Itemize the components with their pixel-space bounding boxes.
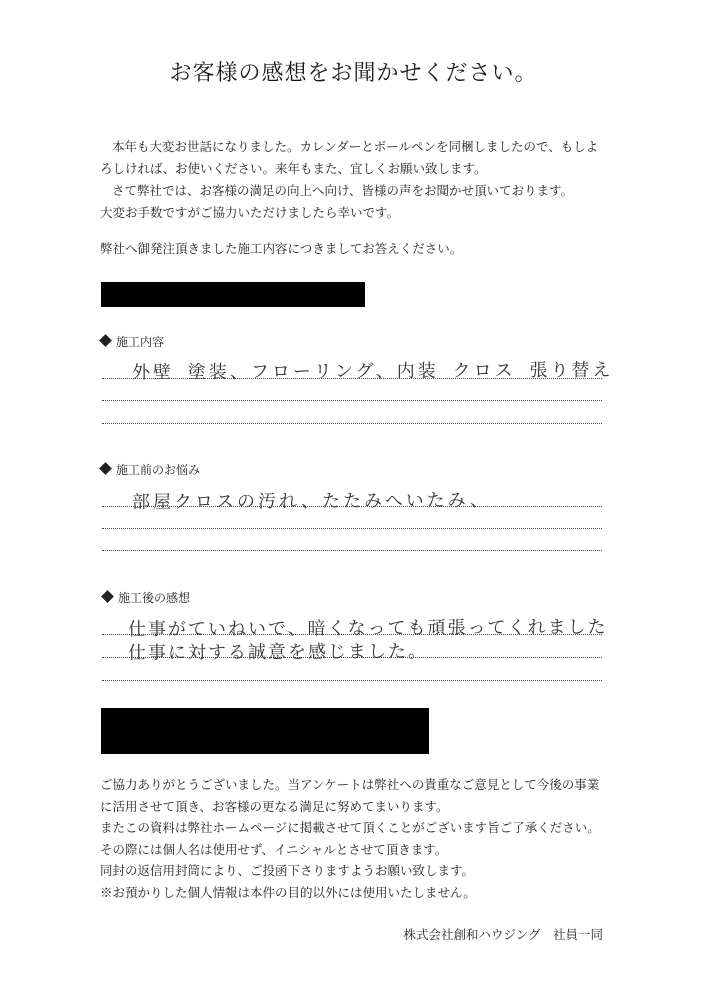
company-signature: 株式会社創和ハウジング 社員一同	[403, 927, 603, 942]
section-label-impressions: 施工後の感想	[103, 589, 190, 606]
handwritten-answer: 部屋クロスの汚れ、たたみへいたみ、	[131, 490, 491, 513]
intro-line: さて弊社では、お客様の満足の向上へ向け、皆様の声をお聞かせ頂いております。	[112, 183, 574, 198]
intro-line: 大変お手数ですがご協力いただけましたら幸いです。	[100, 205, 400, 220]
answer-line	[102, 423, 602, 424]
closing-line: またこの資料は弊社ホームページに掲載させて頂くことがございます旨ご了承ください。	[100, 820, 600, 836]
answer-line	[102, 657, 602, 658]
answer-line	[102, 550, 602, 551]
answer-line	[102, 378, 602, 379]
intro-line: ろしければ、お使いください。来年もまた、宜しくお願い致します。	[100, 161, 487, 176]
closing-line: ※お預かりした個人情報は本件の目的以外には使用いたしません。	[100, 884, 476, 900]
redacted-signature-block	[101, 708, 429, 754]
closing-line: 同封の返信用封筒により、ご投函下さりますようお願い致します。	[100, 863, 475, 879]
intro-text	[100, 136, 612, 260]
handwritten-answer: 仕事がていねいで、暗くなっても頑張ってくれました	[127, 616, 608, 641]
closing-line: に活用させて頂き、お客様の更なる満足に努めてまいります。	[100, 798, 449, 814]
closing-line: その際には個人名は使用せず、イニシャルとさせて頂きます。	[100, 841, 448, 857]
handwritten-answer: 外壁 塗装、フローリング、内装 クロス 張り替え	[131, 359, 614, 384]
diamond-bullet-icon	[101, 590, 114, 603]
redacted-name-block	[101, 282, 365, 307]
page-title: お客様の感想をお聞かせください。	[169, 61, 538, 86]
section-label-concerns: 施工前のお悩み	[101, 461, 200, 478]
answer-line	[102, 400, 602, 401]
diamond-bullet-icon	[99, 334, 112, 347]
section-label-work: 施工内容	[101, 333, 164, 350]
intro-line: 本年も大変お世話になりました。カレンダーとボールペンを同梱しましたので、もしよ	[112, 139, 599, 154]
handwritten-answer: 仕事に対する誠意を感じました。	[127, 641, 429, 664]
diamond-bullet-icon	[99, 462, 112, 475]
answer-line	[102, 680, 602, 681]
answer-line	[102, 506, 602, 507]
closing-text	[100, 774, 616, 904]
closing-line: ご協力ありがとうございました。当アンケートは弊社への貴重なご意見として今後の事業	[100, 777, 600, 792]
intro-line: 弊社へ御発注頂きました施工内容につきましてお答えください。	[100, 241, 463, 256]
answer-line	[102, 528, 602, 529]
answer-line	[102, 634, 602, 635]
